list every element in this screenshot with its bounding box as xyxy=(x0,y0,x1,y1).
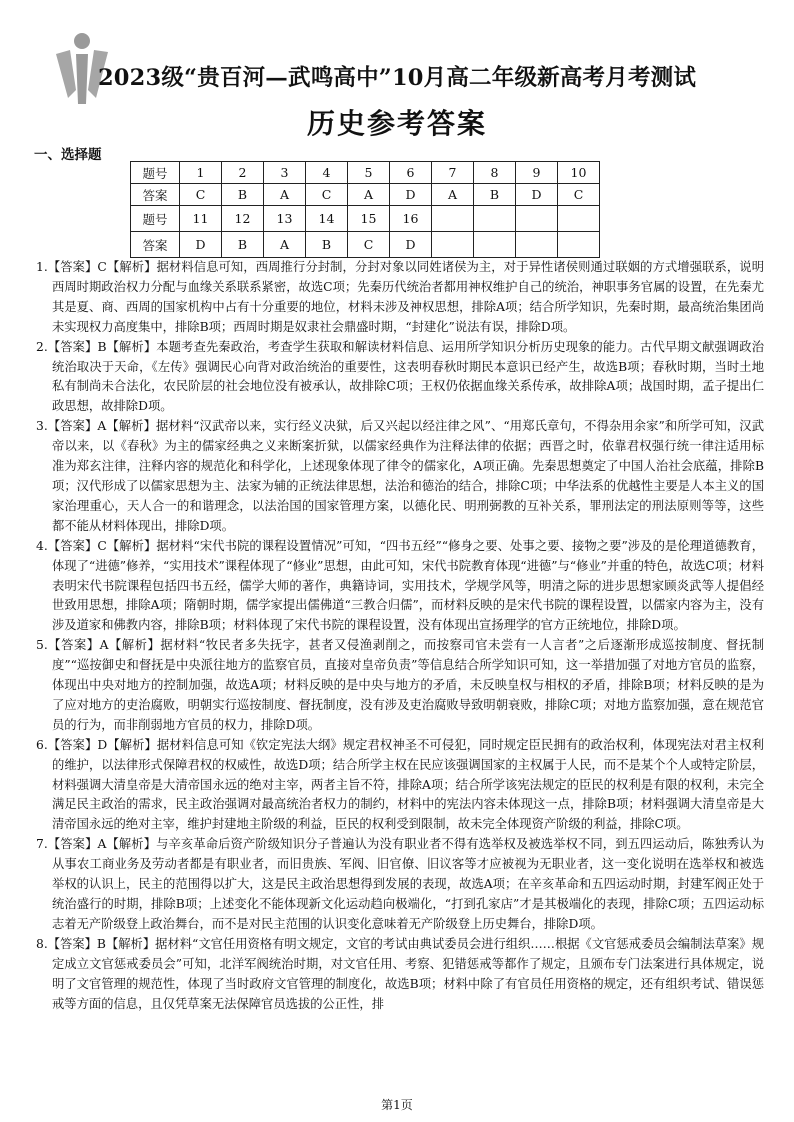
table-cell xyxy=(516,206,558,232)
explanation-item: 1.【答案】C【解析】据材料信息可知，西周推行分封制，分封对象以同姓诸侯为主，对于异性诸侯则通过联姻的方式增强联系，说明西周时期政治权力分配与血缘关系联系紧密，故选C项；先秦历代统治者都用神权维护自己的统治，神职事务官属的设置，在先秦尤其是夏、商、西周的国家机构中占有十分重要的地位，材料未涉及神权思想，排除A项；结合所学知识，先秦时期，最高统治集团尚未实现权力高度集中，排除B项；西周时期是奴隶社会鼎盛时期，“封建化”说法有误，排除D项。 xyxy=(36,260,764,334)
table-cell: 7 xyxy=(432,162,474,184)
table-cell: C xyxy=(180,184,222,206)
explanation-item: 5.【答案】A【解析】据材料“牧民者多失抚字，甚者又侵渔剥削之，而按察司官未尝有一人言者”之后逐渐形成巡按制度、督抚制度”“巡按御史和督抚是中央派往地方的监察官员，直接对皇帝负责”等信息结合所学知识可知，这一举措加强了对地方官员的监察，体现出中央对地方的控制加强，故选A项；材料反映的是中央与地方的矛盾，未反映皇权与相权的矛盾，排除B项；材料反映的是为了应对地方的吏治腐败，明朝实行巡按制度、督抚制度，没有涉及吏治腐败导致明朝衰败，排除C项；对地方监察加强，意在规范官员的行为，而非削弱地方官员的权力，排除D项。 xyxy=(36,638,764,732)
table-cell: 答案 xyxy=(131,232,180,258)
table-cell: 4 xyxy=(306,162,348,184)
table-cell: 题号 xyxy=(131,206,180,232)
table-cell xyxy=(516,232,558,258)
document-subtitle: 历史参考答案 xyxy=(306,107,487,140)
table-cell: D xyxy=(180,232,222,258)
table-row xyxy=(131,232,600,258)
table-cell: B xyxy=(222,184,264,206)
explanation-item: 4.【答案】C【解析】据材料“宋代书院的课程设置情况”可知，“四书五经”“修身之要、处事之要、接物之要”涉及的是伦理道德教育，体现了“进德”修养，“实用技术”课程体现了“修业”思想，由此可知，宋代书院教育体现“进德”与“修业”并重的特色，故选C项；材料表明宋代书院课程包括四书五经，儒学大师的著作，典籍诗词，实用技术，学规学风等，明清之际的进步思想家顾炎武等人提倡经世致用思想，排除A项；隋朝时期，儒学家提出儒佛道“三教合归儒”，而材料反映的是宋代书院的课程设置，以儒家内容为主，没有涉及道家和佛教内容，排除B项；材料体现了宋代书院的课程设置，没有体现出宣扬理学的官方正统地位，排除D项。 xyxy=(36,538,764,633)
table-cell: 2 xyxy=(222,162,264,184)
explanation-item: 8.【答案】B【解析】据材料“文官任用资格有明文规定，文官的考试由典试委员会进行组织……根据《文官惩戒委员会编制法草案》规定成立文官惩戒委员会”可知，北洋军阀统治时期，对文官任用、考察、犯错惩戒等都作了规定，且颁布专门法案进行具体规定，说明了文官管理的规范性，体现了当时政府文官管理的制度化，故选B项；材料中除了有官员任用资格的规定，还有组织考试、错误惩戒等方面的信息，且仅凭草案无法保障官员选拔的公正性，排 xyxy=(36,936,764,1011)
table-cell xyxy=(558,206,600,232)
table-cell: 1 xyxy=(180,162,222,184)
table-cell: 11 xyxy=(180,206,222,232)
table-cell: 3 xyxy=(264,162,306,184)
table-cell xyxy=(474,206,516,232)
table-cell: 题号 xyxy=(131,162,180,184)
table-cell: 15 xyxy=(348,206,390,232)
table-cell: 14 xyxy=(306,206,348,232)
table-cell: 9 xyxy=(516,162,558,184)
table-cell: C xyxy=(348,232,390,258)
explanation-list xyxy=(36,258,764,1014)
section-label: 一、选择题 xyxy=(34,147,102,163)
table-cell: 答案 xyxy=(131,184,180,206)
table-row xyxy=(131,162,600,184)
table-cell: 13 xyxy=(264,206,306,232)
table-cell: B xyxy=(222,232,264,258)
table-cell: B xyxy=(306,232,348,258)
table-row xyxy=(131,206,600,232)
table-cell: 12 xyxy=(222,206,264,232)
table-cell: 8 xyxy=(474,162,516,184)
explanation-item: 2.【答案】B【解析】本题考查先秦政治，考查学生获取和解读材料信息、运用所学知识分析历史现象的能力。古代早期文献强调政治统治取决于天命，《左传》强调民心向背对政治统治的重要性，这表明春秋时期民本意识已经产生，故选B项；春秋时期，当时土地私有制尚未合法化，农民阶层的社会地位没有被承认，故排除C项；王权仍依据血缘关系传承，故排除A项；战国时期，孟子提出仁政思想，故排除D项。 xyxy=(36,339,764,414)
table-cell xyxy=(432,232,474,258)
table-cell: A xyxy=(348,184,390,206)
table-cell: A xyxy=(264,232,306,258)
table-cell: A xyxy=(432,184,474,206)
table-cell xyxy=(432,206,474,232)
answer-table xyxy=(130,161,600,258)
table-cell: 16 xyxy=(390,206,432,232)
table-cell: 6 xyxy=(390,162,432,184)
table-cell: D xyxy=(516,184,558,206)
table-cell: D xyxy=(390,184,432,206)
table-cell: 10 xyxy=(558,162,600,184)
table-cell xyxy=(474,232,516,258)
table-cell: B xyxy=(474,184,516,206)
explanation-item: 3.【答案】A【解析】据材料“汉武帝以来，实行经义决狱，后又兴起以经注律之风”、“用郑氏章句，不得杂用余家”和所学可知，汉武帝以来，以《春秋》为主的儒家经典之义来断案折狱，以儒家经典作为注释法律的依据；西晋之时，依靠君权强行统一律注适用标准为郑玄注律，注释内容的规范化和科学化，上述现象体现了律令的儒家化，A项正确。先秦思想奠定了中国人治社会底蕴，排除B项；汉代形成了以儒家思想为主、法家为辅的正统法律思想，法治和德治的结合，排除C项；中华法系的优越性主要是人本主义的国家治理重心，天人合一的和谐理念，以法治国的国家管理方案，以德化民、明刑弼教的互补关系，罪刑法定的刑法原则等等，这些都不能从材料体现出，排除D项。 xyxy=(36,419,764,533)
table-cell: C xyxy=(306,184,348,206)
table-cell: 5 xyxy=(348,162,390,184)
table-cell: D xyxy=(390,232,432,258)
table-row xyxy=(131,184,600,206)
explanation-item: 6.【答案】D【解析】据材料信息可知《钦定宪法大纲》规定君权神圣不可侵犯，同时规定臣民拥有的政治权利，体现宪法对君主权利的维护，以法律形式保障君权的权威性，故选D项；结合所学主权在民应该强调国家的主权属于人民，而不是某个个人或特定阶层，材料强调大清皇帝是大清帝国永远的绝对主宰，两者主旨不符，排除A项；结合所学该宪法规定的臣民的权利是有限的权利，未完全满足民主政治的需求，民主政治强调对最高统治者权力的制约，材料中的宪法内容未体现这一点，排除B项；材料强调大清皇帝是大清帝国永远的绝对主宰，维护封建地主阶级的利益，臣民的权利受到限制，故未完全体现资产阶级的利益，排除C项。 xyxy=(36,737,764,832)
document-title: 2023级“贵百河—武鸣高中”10月高二年级新高考月考测试 xyxy=(97,65,697,91)
table-cell: A xyxy=(264,184,306,206)
table-cell xyxy=(558,232,600,258)
table-cell: C xyxy=(558,184,600,206)
page-number: 第1页 xyxy=(381,1098,413,1112)
explanation-item: 7.【答案】A【解析】与辛亥革命后资产阶级知识分子普遍认为没有职业者不得有选举权及被选举权不同，到五四运动后，陈独秀认为从事农工商业务及劳动者都是有职业者，而旧贵族、军阀、旧官僚、旧议客等才应被视为无职业者，这一变化说明在选举权和被选举权的认识上，民主的范围得以扩大，这是民主政治思想得到发展的表现，故选A项；在辛亥革命和五四运动时期，封建军阀正处于统治盛行的时期，排除B项；上述变化不能体现新文化运动趋向极端化，“打到孔家店”才是其极端化的表现，排除C项；五四运动标志着无产阶级登上政治舞台，而不是对民主范围的认识变化意味着无产阶级登上历史舞台，排除D项。 xyxy=(36,837,764,931)
